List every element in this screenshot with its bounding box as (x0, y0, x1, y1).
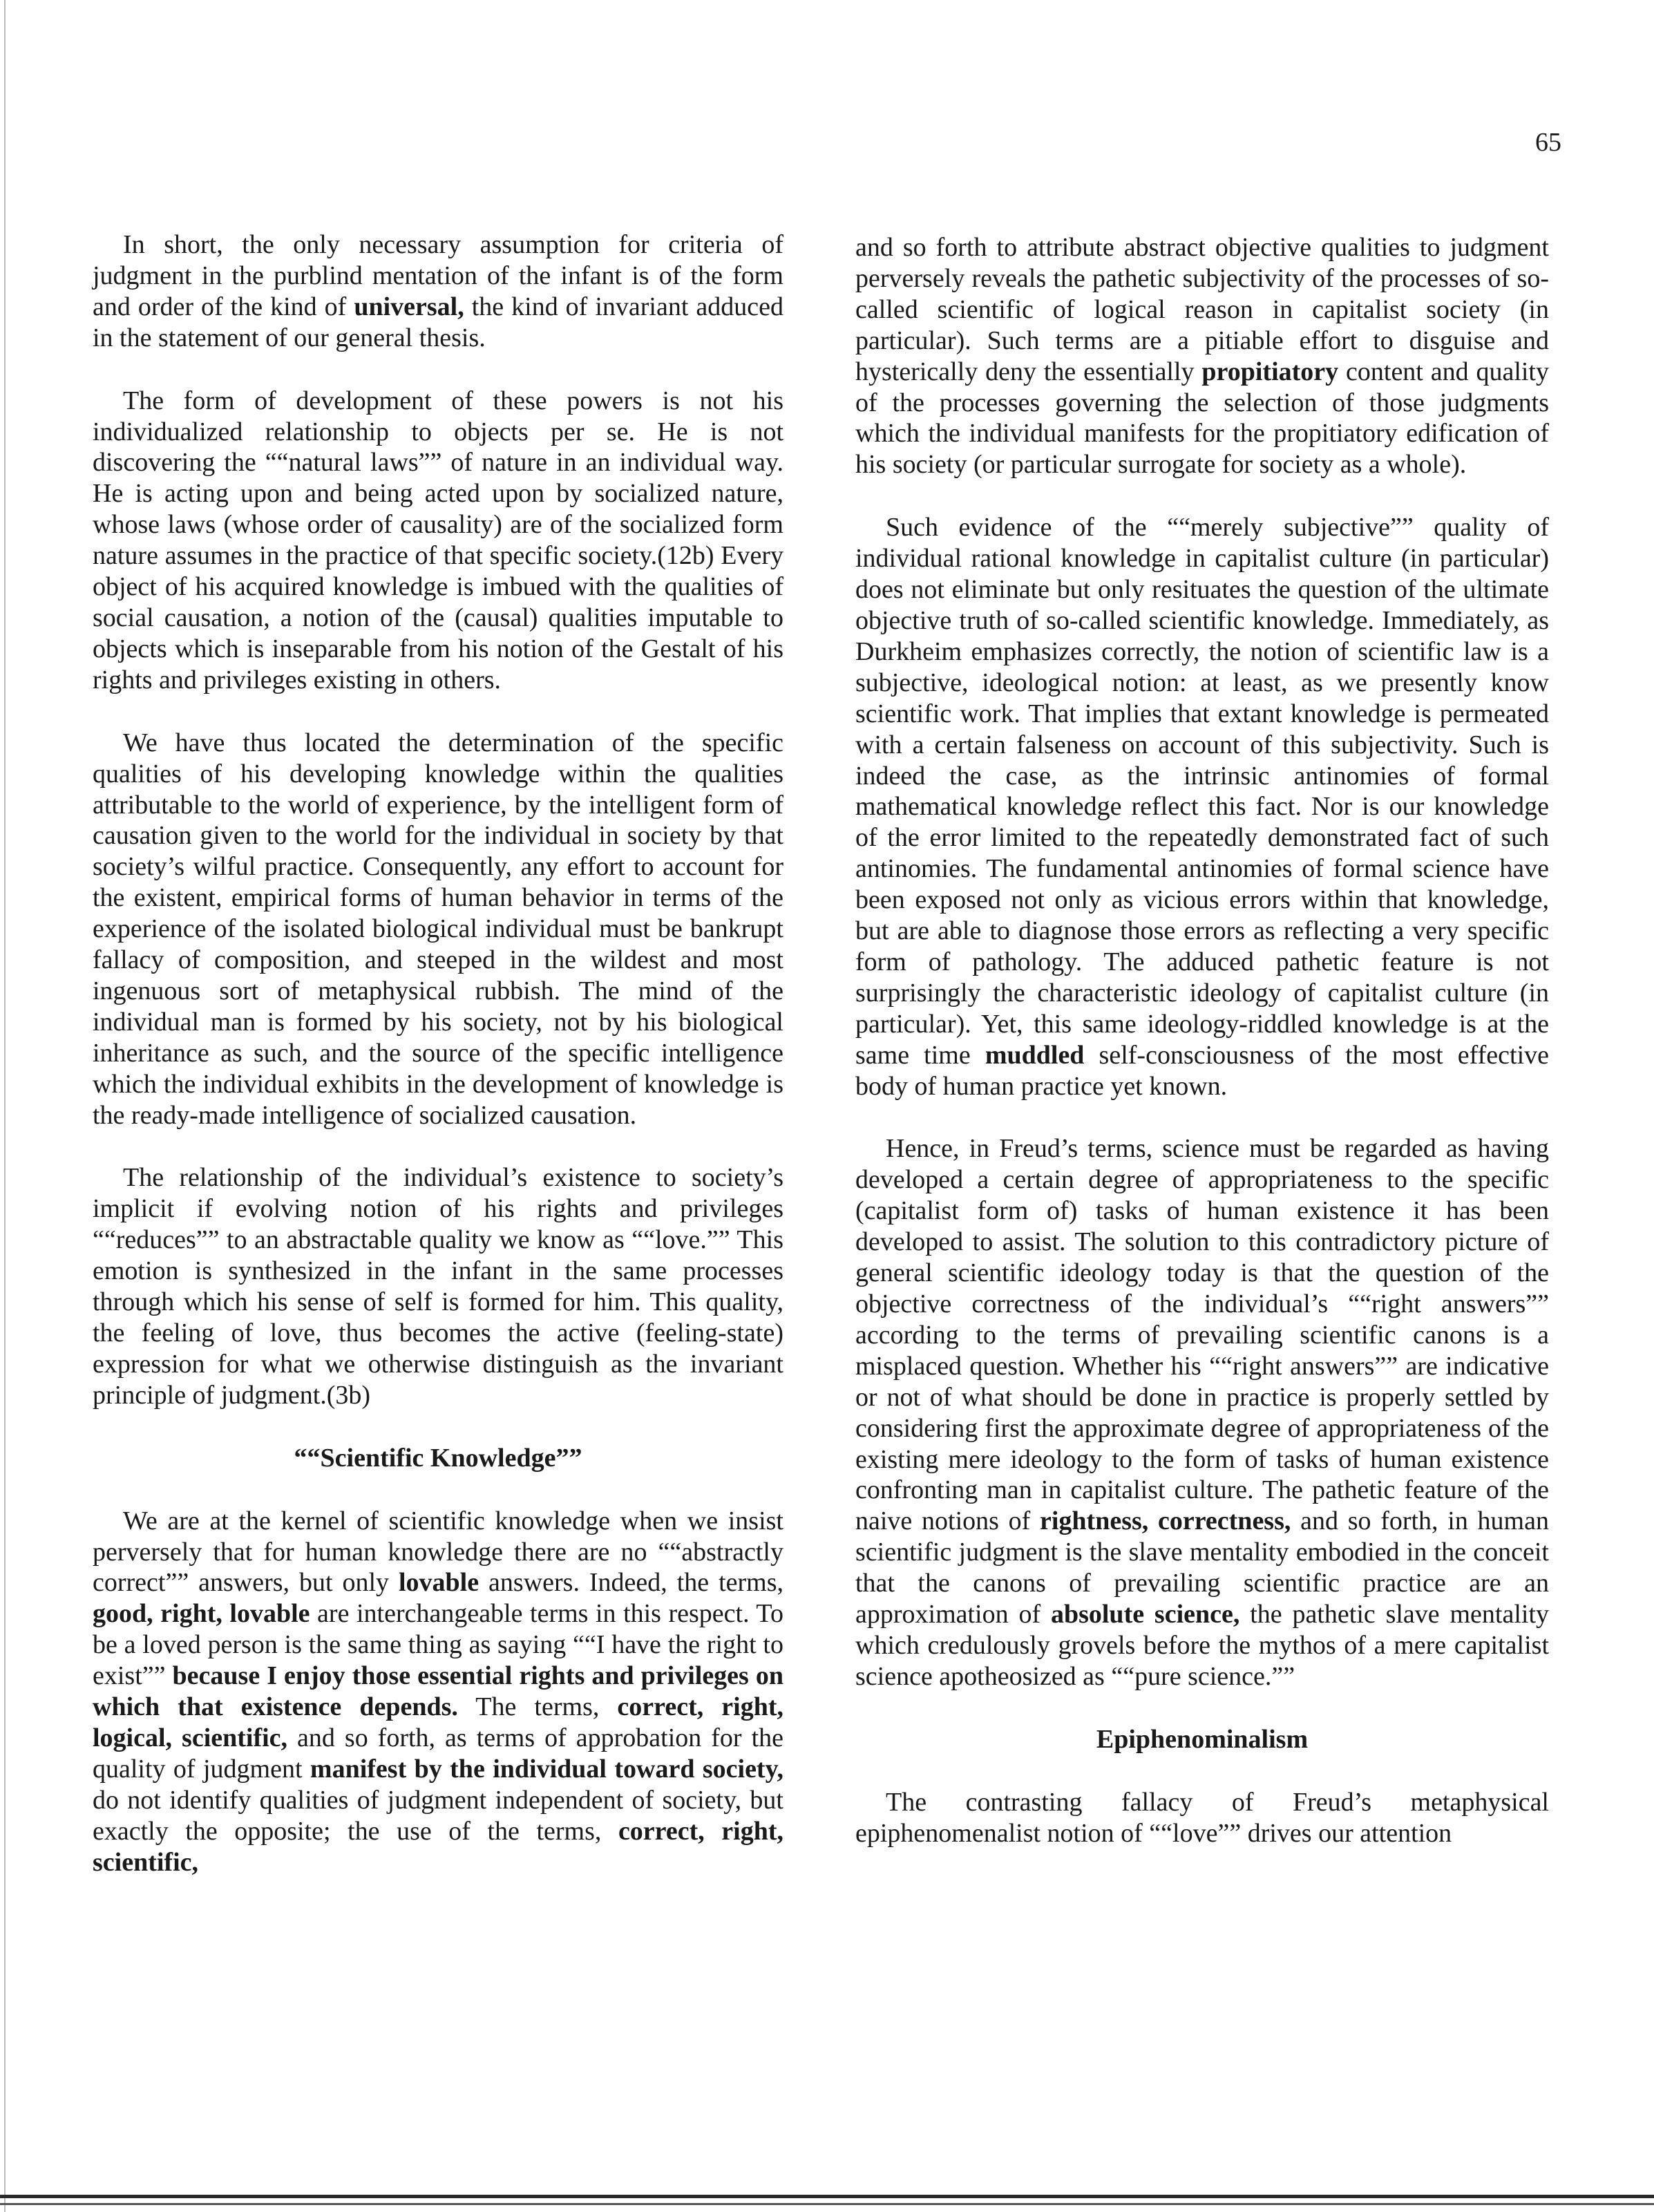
paragraph: The form of development of these powers is not his individualized relationship to objects per se. He is not discovering the ““natural laws”” of nature in an individual way. He is acting upon and being acted upon by socialized nature, whose laws (whose order of causality) are of the socialized form nature assumes in the practice of that specific society.(12b) Every object of his acquired knowledge is imbued with the qualities of social causation, a notion of the (causal) qualities imputable to objects which is inseparable from his notion of the Gestalt of his rights and privileges existing in others. (93, 386, 783, 694)
paragraph: Hence, in Freud’s terms, science must be regarded as having developed a certain degree of appropriateness to the specific (capitalist form of) tasks of human existence it has been developed to assist. The solution to this contradictory picture of general scientific ideology today is that the question of the objective correctness of the individual’s ““right answers”” according to the terms of prevailing scientific canons is a misplaced question. Whether his ““right answers”” are indicative or not of what should be done in practice is properly settled by considering first the approximate degree of appropriateness of the existing mere ideology to the form of tasks of human existence confronting man in capitalist culture. The pathetic feature of the naive notions of rightness, correctness, and so forth, in human scientific judgment is the slave mentality embodied in the conceit that the canons of prevailing scientific practice are an approximation of absolute science, the pathetic slave mentality which credulously grovels before the mythos of a mere capitalist science apotheosized as ““pure science.”” (855, 1134, 1550, 1691)
paragraph: In short, the only necessary assumption for criteria of judgment in the purblind mentation of the infant is of the form and order of the kind of universal, the kind of invariant adduced in the statement of our general thesis. (93, 230, 783, 352)
paragraph: We have thus located the determination of the specific qualities of his developing knowledge within the qualities attributable to the world of experience, by the intelligent form of causation given to the world for the individual in society by that society’s wilful practice. Consequently, any effort to account for the existent, empirical forms of human behavior in terms of the experience of the isolated biological individual must be bankrupt fallacy of composition, and steeped in the wildest and most ingenuous sort of metaphysical rubbish. The mind of the individual man is formed by his society, not by his biological inheritance as such, and the source of the specific intelligence which the individual exhibits in the development of knowledge is the ready-made intelligence of socialized causation. (93, 728, 783, 1130)
paragraph-continued: and so forth to attribute abstract objective qualities to judgment perversely reveals the pathetic subjectivity of the processes of so-called scientific of logical reason in capitalist society (in particular). Such terms are a pitiable effort to disguise and hysterically deny the essentially propitiatory content and quality of the processes governing the selection of those judgments which the individual manifests for the propitiatory edification of his society (or particular surrogate for society as a whole). (855, 233, 1549, 480)
bold-term: manifest by the individual toward society, (310, 1754, 783, 1784)
bold-term: absolute science, (1050, 1600, 1240, 1629)
section-heading: Epiphenominalism (1096, 1724, 1309, 1754)
bold-term: universal, (354, 292, 464, 321)
left-column (93, 229, 783, 1910)
bottom-rule (0, 2195, 1654, 2198)
paragraph: We are at the kernel of scientific knowledge when we insist perversely that for human knowledge there are no ““abstractly correct”” answers, but only lovable answers. Indeed, the terms, good, right, lovable are interchangeable terms in this respect. To be a loved person is the same thing as saying ““I have the right to exist”” because I enjoy those essential rights and privileges on which that existence depends. The terms, correct, right, logical, scientific, and so forth, as terms of approbation for the quality of judgment manifest by the individual toward society, do not identify qualities of judgment independent of society, but exactly the opposite; the use of the terms, correct, right, scientific, (93, 1506, 784, 1877)
bold-term: muddled (985, 1040, 1085, 1070)
paragraph: Such evidence of the ““merely subjective”” quality of individual rational knowledge in capitalist culture (in particular) does not eliminate but only resituates the question of the ultimate objective truth of so-called scientific knowledge. Immediately, as Durkheim emphasizes correctly, the notion of scientific law is a subjective, ideological notion: at least, as we presently know scientific work. That implies that extant knowledge is permeated with a certain falseness on account of this subjectivity. Such is indeed the case, as the intrinsic antinomies of formal mathematical knowledge reflect this fact. Nor is our knowledge of the error limited to the repeatedly demonstrated fact of such antinomies. The fundamental antinomies of formal science have been exposed not only as vicious errors within that knowledge, but are able to diagnose those errors as reflecting a very specific form of pathology. The adduced pathetic feature is not surprisingly the characteristic ideology of capitalist culture (in particular). Yet, this same ideology-riddled knowledge is at the same time muddled self-consciousness of the most effective body of human practice yet known. (855, 513, 1549, 1101)
bold-term: because I enjoy those essential rights and privileges on which that existence depends. (93, 1661, 783, 1722)
section-heading: ““Scientific Knowledge”” (294, 1443, 582, 1473)
bold-term: correct, right, logical, scientific, (93, 1692, 783, 1752)
bold-term: rightness, correctness, (1040, 1506, 1291, 1536)
paragraph: The relationship of the individual’s existence to society’s implicit if evolving notion of his rights and privileges ““reduces”” to an abstractable quality we know as ““love.”” This emotion is synthesized in the infant in the same processes through which his sense of self is formed for him. This quality, the feeling of love, thus becomes the active (feeling-state) expression for what we otherwise distinguish as the invariant principle of judgment.(3b) (93, 1163, 783, 1410)
paragraph: The contrasting fallacy of Freud’s metaphysical epiphenomenalist notion of ““love”” drives our attention (855, 1787, 1549, 1848)
bottom-rule-secondary (0, 2203, 1654, 2205)
page-left-edge (4, 0, 6, 2212)
page-number: 65 (1535, 128, 1561, 157)
right-column (855, 229, 1549, 1881)
bold-term: propitiatory (1201, 357, 1339, 386)
bold-term: lovable (398, 1568, 479, 1598)
bold-term: good, right, lovable (93, 1599, 310, 1629)
bold-term: correct, right, scientific, (93, 1816, 783, 1877)
